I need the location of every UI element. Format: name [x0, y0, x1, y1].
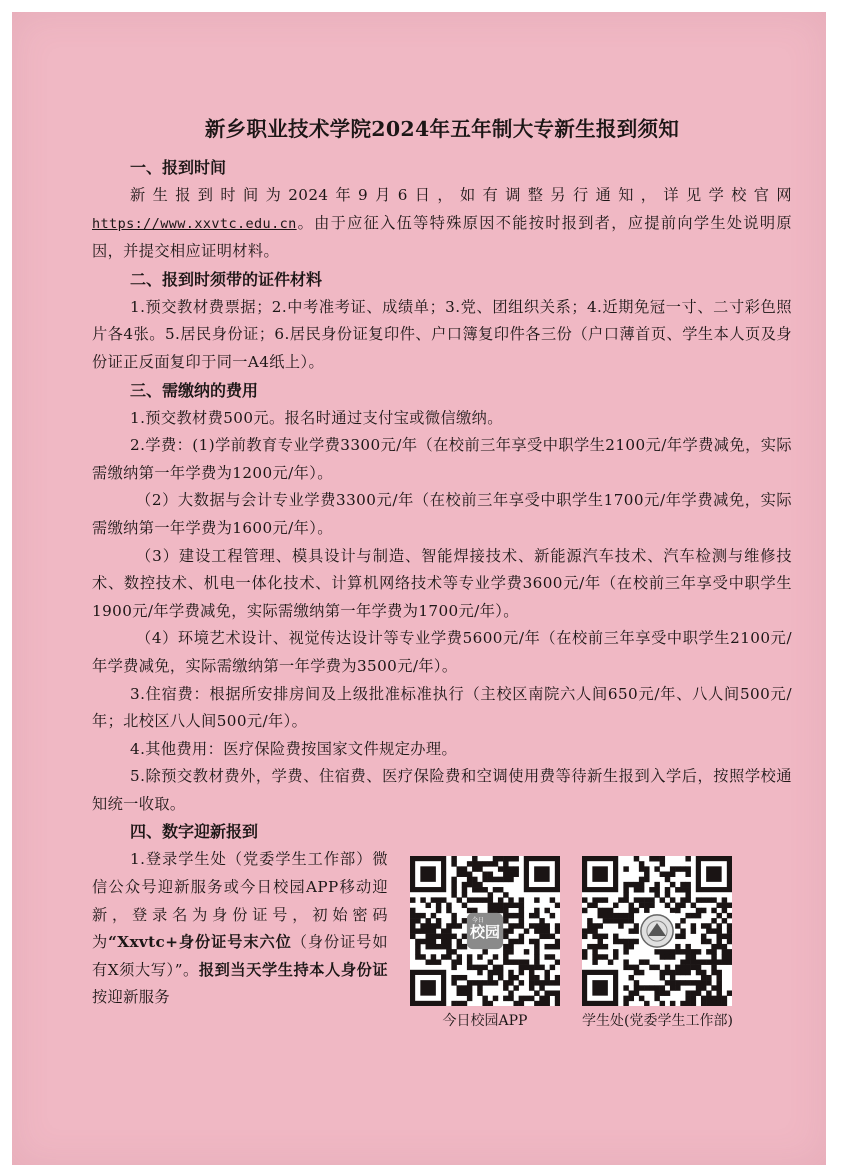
text-bring-id: 报到当天学生持本人身份证: [198, 960, 388, 979]
paragraph-accommodation: 3.住宿费：根据所安排房间及上级批准标准执行（主校区南院六人间650元/年、八人间500元/年；北校区八人间500元/年）。: [92, 684, 792, 731]
paragraph-tuition-4: （4）环境艺术设计、视觉传达设计等专业学费5600元/年（在校前三年享受中职学生2100元/年学费减免，实际需缴纳第一年学费为3500元/年）。: [92, 629, 792, 675]
paragraph-fee-collection: 5.除预交教材费外，学费、住宿费、医疗保险费和空调使用费等待新生报到入学后，按照学校通知统一收取。: [92, 767, 792, 813]
section-heading-materials: 二、报到时须带的证件材料: [130, 269, 323, 289]
paper-sheet: [12, 12, 826, 1165]
text-time-pre: 新生报到时间为2024年9月6日，如有调整另行通知，详见学校官网: [130, 186, 792, 204]
text-password-format: “Xxvtc+身份证号末六位: [108, 933, 292, 952]
paragraph-other-fees: 4.其他费用：医疗保险费按国家文件规定办理。: [130, 739, 458, 758]
paragraph-textbook-fee: 1.预交教材费500元。报名时通过支付宝或微信缴纳。: [130, 408, 503, 427]
school-website-link[interactable]: https://www.xxvtc.edu.cn: [92, 215, 297, 232]
notice-content: [92, 108, 792, 1046]
document-title: 新乡职业技术学院2024年五年制大专新生报到须知: [204, 117, 680, 141]
qr-block-today-campus: [410, 856, 560, 1030]
svg-text:今日: 今日: [471, 917, 484, 925]
text-uppercase-note: （身份证号如有X须大写）”。: [92, 933, 388, 979]
qr-block-student-office: [582, 856, 732, 1030]
qr-caption-today-campus: 今日校园APP: [442, 1013, 528, 1030]
section-heading-fees: 三、需缴纳的费用: [130, 380, 259, 400]
text-login-intro: 1.登录学生处（党委学生工作部）微信公众号迎新服务或今日校园APP移动迎新，登录名为身份证号，初始密码为: [92, 850, 388, 952]
text-follow-service: 按迎新服务: [92, 988, 170, 1007]
svg-text:校园: 校园: [469, 923, 501, 942]
text-time-post: 。由于应征入伍等特殊原因不能按时报到者，应提前向学生处说明原因，并提交相应证明材料。: [92, 213, 792, 261]
paragraph-materials: 1.预交教材费票据；2.中考准考证、成绩单；3.党、团组织关系；4.近期免冠一寸、二寸彩色照片各4张。5.居民身份证；6.居民身份证复印件、户口簿复印件各三份（户口薄首页、学生本人页及身份证正反面复印于同一A4纸上）。: [92, 297, 792, 371]
qr-code-student-office[interactable]: [582, 856, 732, 1006]
paragraph-tuition-1: 2.学费：(1)学前教育专业学费3300元/年（在校前三年享受中职学生2100元/年学费减免，实际需缴纳第一年学费为1200元/年）。: [92, 436, 792, 482]
qr-code-today-campus[interactable]: [410, 856, 560, 1006]
section-heading-time: 一、报到时间: [130, 158, 227, 177]
paragraph-digital-login: [92, 846, 388, 1012]
qr-caption-student-office: 学生处(党委学生工作部): [582, 1013, 733, 1030]
paragraph-tuition-2: （2）大数据与会计专业学费3300元/年（在校前三年享受中职学生1700元/年学费减免，实际需缴纳第一年学费为1600元/年）。: [92, 491, 792, 537]
section-heading-digital: 四、数字迎新报到: [130, 822, 259, 842]
paragraph-tuition-3: （3）建设工程管理、模具设计与制造、智能焊接技术、新能源汽车技术、汽车检测与维修技术、数控技术、机电一体化技术、计算机网络技术等专业学费3600元/年（在校前三年享受中职学生1900元/年学费减免，实际需缴纳第一年学费为1700元/年）。: [92, 546, 792, 620]
digital-registration-section: [92, 846, 792, 1046]
paragraph-time: [92, 182, 792, 266]
